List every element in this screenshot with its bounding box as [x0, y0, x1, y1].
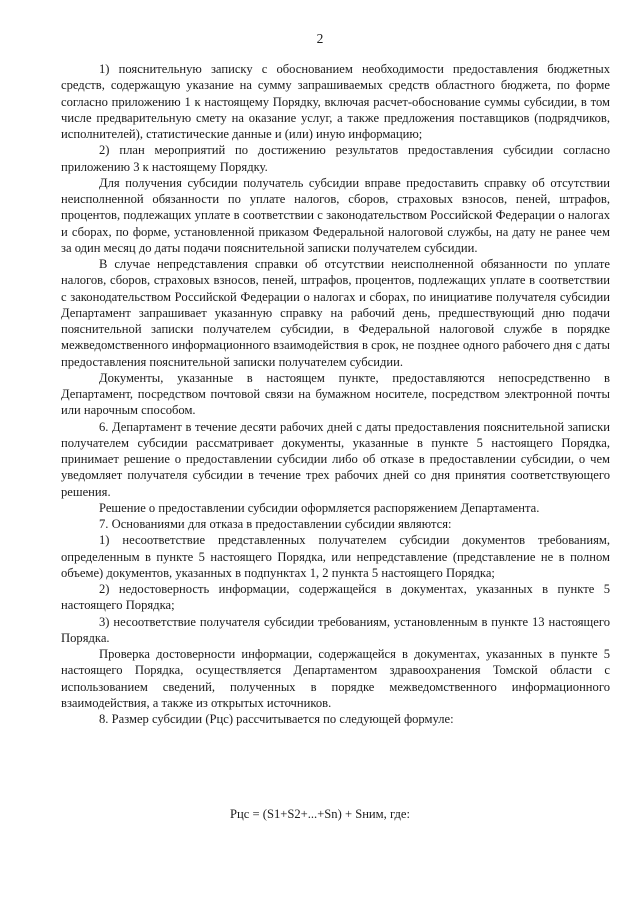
paragraph-refusal-reason-3: 3) несоответствие получателя субсидии требованиям, установленным в пункте 13 настоящего Порядка.	[61, 614, 610, 645]
paragraph-section-7: 7. Основаниями для отказа в предоставлении субсидии являются:	[99, 517, 452, 531]
paragraph-item-2-action-plan: 2) план мероприятий по достижению результатов предоставления субсидии согласно приложению 3 к настоящему Порядку.	[61, 143, 610, 174]
paragraph-decision: Решение о предоставлении субсидии оформляется распоряжением Департамента.	[99, 500, 540, 515]
subsidy-formula: Рцс = (S1+S2+...+Sn) + Sним, где:	[230, 807, 410, 821]
paragraph-tax-certificate: Для получения субсидии получатель субсидии вправе предоставить справку об отсутствии неисполненной обязанности по уплате налогов, сборов, страховых взносов, пеней, штрафов, процентов, подлежащих уплате в соответствии с законодательством Российской Федерации о налогах и сборах, по форме, установленной приказом Федеральной налоговой службы, на дату не ранее чем за один месяц до даты подачи пояснительной записки получателем субсидии.	[61, 175, 610, 255]
paragraph-item-1-explanatory-note: 1) пояснительную записку с обоснованием необходимости предоставления бюджетных средств, содержащую указание на сумму запрашиваемых средств областного бюджета, по форме согласно приложению 1 к настоящему Порядку, включая расчет-обоснование суммы субсидии, в том числе предварительную смету на оказание услуг, а также предложения поставщиков (подрядчиков, исполнителей), статистические данные и (или) иную информацию;	[61, 62, 610, 141]
paragraph-refusal-reason-2: 2) недостоверность информации, содержащейся в документах, указанных в пункте 5 настоящего Порядка;	[61, 582, 610, 613]
paragraph-refusal-reason-1: 1) несоответствие представленных получателем субсидии документов требованиям, определенным в пункте 5 настоящего Порядка, или непредставление (представление не в полном объеме) документов, указанных в подпунктах 1, 2 пункта 5 настоящего Порядка;	[61, 533, 610, 580]
page-number: 2	[316, 31, 324, 46]
paragraph-section-6: 6. Департамент в течение десяти рабочих дней с даты предоставления пояснительной записки получателем субсидии рассматривает документы, указанные в пункте 5 настоящего Порядка, принимает решение о предоставлении субсидии либо об отказе в предоставлении субсидии, о чем уведомляет получателя субсидии в течение трех рабочих дней со дня принятия соответствующего решения.	[61, 419, 610, 499]
paragraph-document-submission: Документы, указанные в настоящем пункте, предоставляются непосредственно в Департамент, посредством почтовой связи на бумажном носителе, посредством электронной почты или нарочным способом.	[61, 370, 610, 418]
paragraph-certificate-request: В случае непредставления справки об отсутствии неисполненной обязанности по уплате налогов, сборов, страховых взносов, пеней, штрафов, процентов, подлежащих уплате в соответствии с законодательством Российской Федерации о налогах и сборах, по инициативе получателя субсидии Департамент запрашивает указанную справку на рабочий день, предшествующий дню подачи пояснительной записки получателем субсидии, в Федеральной налоговой службе в порядке межведомственного информационного взаимодействия в срок, не позднее одного рабочего дня с даты предоставления пояснительной записки получателем субсидии.	[61, 257, 610, 369]
paragraph-verification: Проверка достоверности информации, содержащейся в документах, указанных в пункте 5 настоящего Порядка, осуществляется Департаментом здравоохранения Томской области с использованием сведений, полученных в порядке межведомственного информационного взаимодействия, а также из открытых источников.	[61, 647, 610, 710]
document-body	[61, 61, 610, 727]
paragraph-section-8: 8. Размер субсидии (Рцс) рассчитывается по следующей формуле:	[99, 712, 454, 726]
